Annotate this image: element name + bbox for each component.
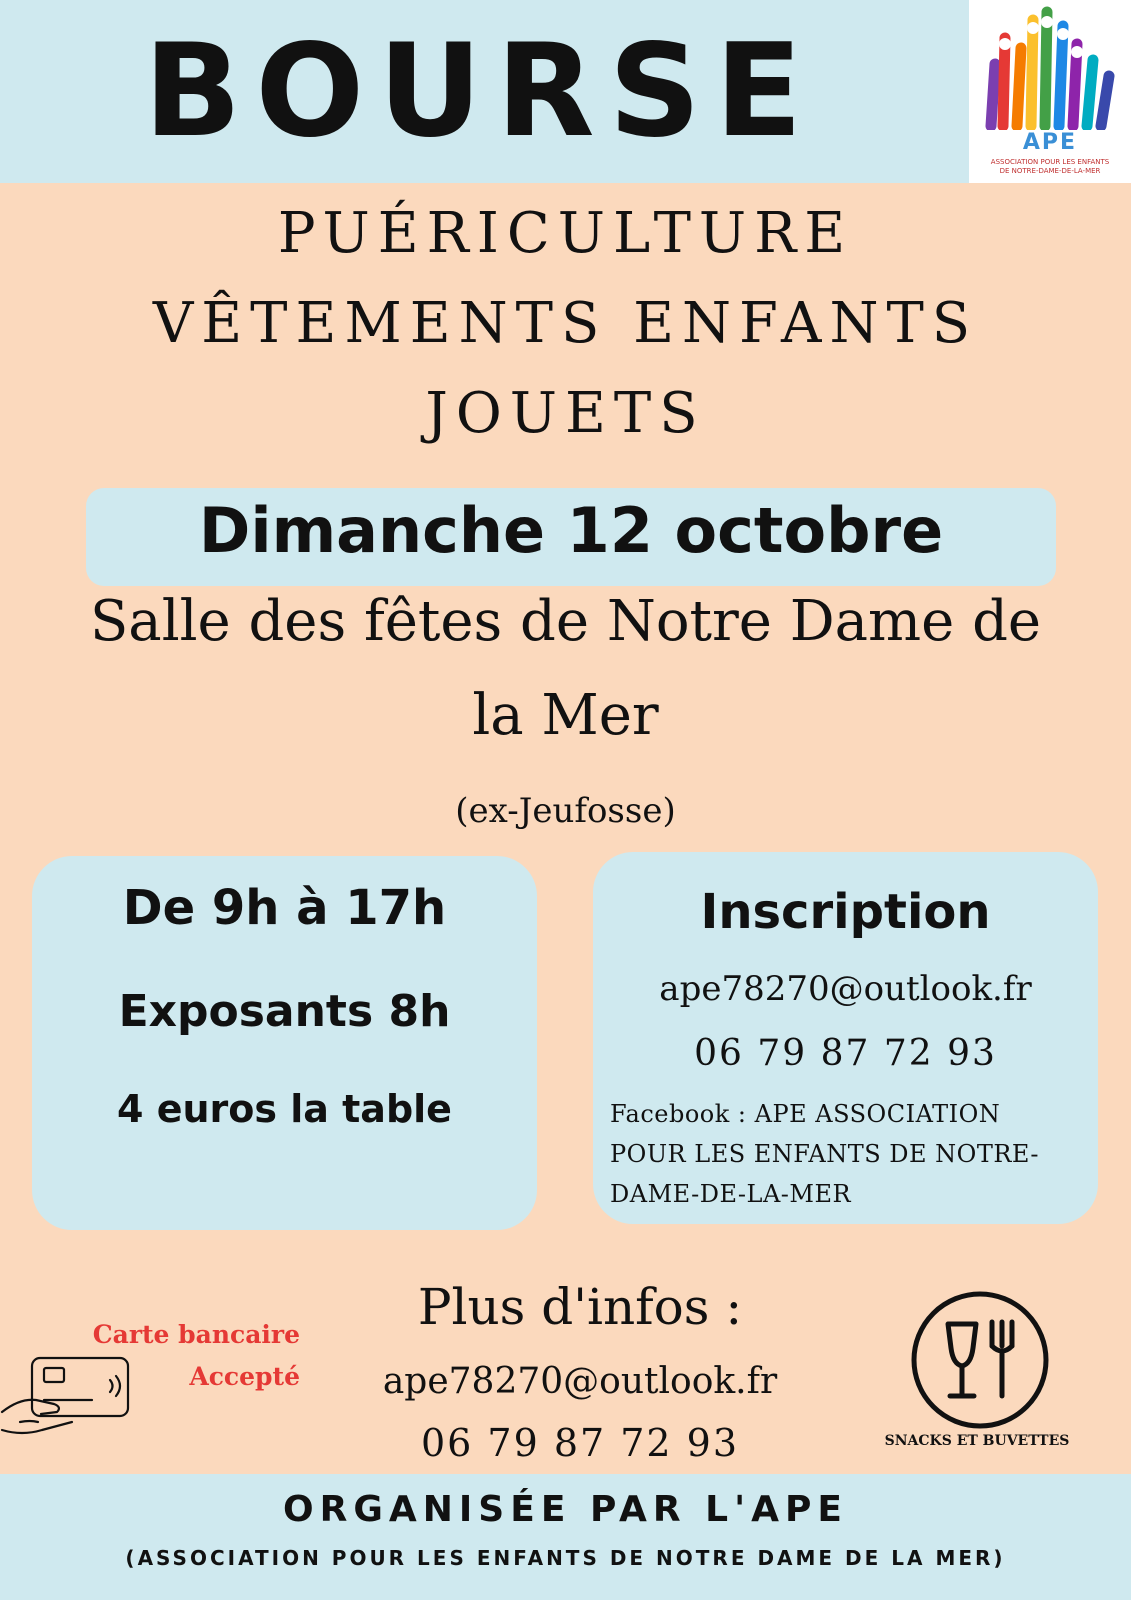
hands-icon bbox=[977, 4, 1123, 130]
page-title: BOURSE bbox=[143, 17, 817, 166]
logo-subtitle bbox=[969, 158, 1131, 176]
logo-subtitle-line-2: DE NOTRE-DAME-DE-LA-MER bbox=[999, 167, 1101, 175]
payment-line-1: Carte bancaire bbox=[92, 1320, 300, 1349]
exhibitor-time: Exposants 8h bbox=[118, 986, 451, 1037]
ape-logo bbox=[969, 0, 1131, 183]
card-payment-icon bbox=[0, 1352, 140, 1442]
registration-email[interactable]: ape78270@outlook.fr bbox=[659, 969, 1032, 1009]
logo-acronym: APE bbox=[1022, 130, 1078, 155]
facebook-line-1: Facebook : APE ASSOCIATION bbox=[610, 1100, 1001, 1128]
organizer-title: ORGANISÉE PAR L'APE bbox=[283, 1489, 848, 1530]
more-info-title: Plus d'infos : bbox=[417, 1278, 743, 1336]
registration-facebook bbox=[610, 1094, 1080, 1214]
registration-phone[interactable]: 06 79 87 72 93 bbox=[694, 1033, 997, 1074]
more-info-email[interactable]: ape78270@outlook.fr bbox=[382, 1361, 778, 1402]
event-date: Dimanche 12 octobre bbox=[198, 494, 944, 567]
facebook-line-2: POUR LES ENFANTS DE NOTRE- bbox=[610, 1140, 1039, 1168]
opening-hours: De 9h à 17h bbox=[122, 880, 447, 936]
snacks-label: SNACKS ET BUVETTES bbox=[884, 1433, 1070, 1449]
glass-fork-icon bbox=[910, 1290, 1050, 1430]
logo-subtitle-line-1: ASSOCIATION POUR LES ENFANTS bbox=[990, 158, 1110, 166]
category-toys: JOUETS bbox=[425, 381, 706, 446]
more-info-phone[interactable]: 06 79 87 72 93 bbox=[420, 1421, 740, 1465]
venue-note: (ex-Jeufosse) bbox=[455, 791, 676, 831]
category-clothing: VÊTEMENTS ENFANTS bbox=[152, 291, 979, 356]
payment-line-2: Accepté bbox=[189, 1362, 300, 1391]
facebook-line-3: DAME-DE-LA-MER bbox=[610, 1180, 852, 1208]
category-childcare: PUÉRICULTURE bbox=[277, 201, 854, 266]
venue-line-1: Salle des fêtes de Notre Dame de bbox=[89, 589, 1042, 654]
table-price: 4 euros la table bbox=[117, 1087, 452, 1131]
organizer-full-name: (ASSOCIATION POUR LES ENFANTS DE NOTRE DAME DE LA MER) bbox=[125, 1546, 1006, 1570]
registration-title: Inscription bbox=[700, 884, 991, 940]
venue-line-2: la Mer bbox=[472, 683, 659, 748]
